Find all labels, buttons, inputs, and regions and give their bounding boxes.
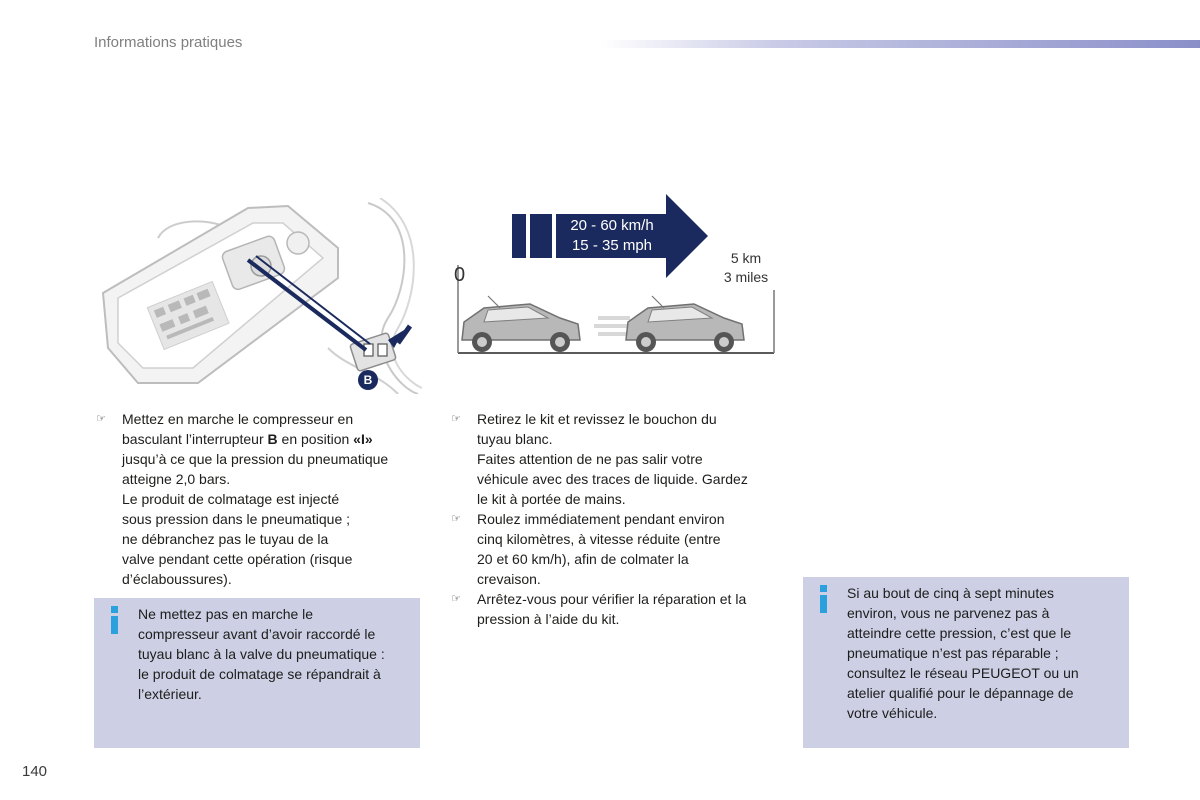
compressor-illustration	[98, 198, 422, 394]
arrow-stripe-2	[530, 214, 552, 258]
page-number: 140	[22, 763, 48, 780]
instruction-start-compressor: ☞ Mettez en marche le compresseur en basculant l’interrupteur B en position «I» jusqu’à ce que la pression du pneumatique atteigne 2,0 bars. Le produit de colmatage est injecté sous pression dans le pneumatique ; ne débranchez pas le tuyau de la valve pendant cette opération (risque d’éclaboussures).	[94, 409, 424, 589]
info-box-text: Ne mettez pas en marche le compresseur avant d’avoir raccordé le tuyau blanc à la valve du pneumatique : le produit de colmatage se répandrait à l’extérieur.	[138, 606, 385, 702]
start-distance-label: 0	[454, 264, 466, 286]
hand-pointer-icon: ☞	[451, 413, 461, 425]
arrow-stripe-1	[512, 214, 526, 258]
instructions-middle-column	[449, 409, 785, 629]
info-box-warning	[94, 598, 420, 748]
distance-miles-label: 3 miles	[723, 269, 769, 285]
instruction-remove-kit: ☞ Retirez le kit et revissez le bouchon du tuyau blanc. Faites attention de ne pas salir votre véhicule avec des traces de liquide. Gardez le kit à portée de mains.	[449, 409, 785, 509]
info-icon	[110, 606, 120, 634]
instruction-stop-check: ☞ Arrêtez-vous pour vérifier la réparation et la pression à l’aide du kit.	[449, 589, 785, 629]
info-icon	[819, 585, 829, 613]
callout-b-label: B	[363, 373, 373, 387]
instructions-left-column	[94, 409, 424, 589]
speed-kmh-label: 20 - 60 km/h	[570, 217, 654, 234]
car-moving	[626, 296, 744, 352]
compressor-drawing	[98, 198, 422, 394]
distance-km-label: 5 km	[730, 250, 762, 266]
section-title: Informations pratiques	[94, 34, 243, 51]
info-box-not-repairable	[803, 577, 1129, 748]
info-box-text: Si au bout de cinq à sept minutes environ, vous ne parvenez pas à atteindre cette pression, c’est que le pneumatique n’est pas réparable ; consultez le réseau PEUGEOT ou un atelier qualifié pour le dépannage de votre véhicule.	[847, 585, 1079, 721]
arrow-head	[666, 194, 708, 278]
header-decorative-bar	[600, 40, 1200, 48]
instruction-drive: ☞ Roulez immédiatement pendant environ cinq kilomètres, à vitesse réduite (entre 20 et 60 km/h), afin de colmater la crevaison.	[449, 509, 785, 589]
hand-pointer-icon: ☞	[451, 593, 461, 605]
car-stationary	[462, 296, 580, 352]
hand-pointer-icon: ☞	[96, 413, 106, 425]
speed-distance-illustration	[440, 190, 780, 360]
hand-pointer-icon: ☞	[451, 513, 461, 525]
speed-mph-label: 15 - 35 mph	[571, 237, 653, 254]
